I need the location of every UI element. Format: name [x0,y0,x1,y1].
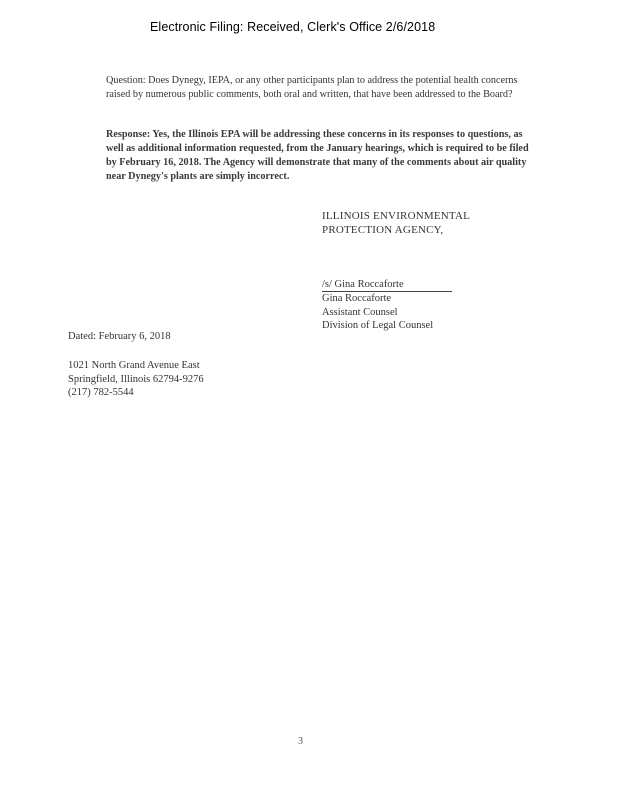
address-phone: (217) 782-5544 [68,387,134,398]
response-paragraph: Response: Yes, the Illinois EPA will be addressing these concerns in its responses to questions, as well as additional information requested, from the January hearings, which is required to be filed by February 16, 2018. The Agency will demonstrate that many of the comments about air quality near Dynegy's plants are simply incorrect. [106,129,529,182]
agency-name-line-1: ILLINOIS ENVIRONMENTAL [322,210,471,222]
mailing-address [68,359,204,400]
signature-line [322,278,452,292]
electronic-signature: /s/ Gina Roccaforte [322,279,452,292]
question-paragraph: Question: Does Dynegy, IEPA, or any other participants plan to address the potential health concerns raised by numerous public comments, both oral and written, that have been addressed to the Board? [106,75,518,100]
agency-name-line-2: PROTECTION AGENCY, [322,224,444,236]
signature-block [322,278,452,333]
signer-division: Division of Legal Counsel [322,320,434,331]
filing-stamp: Electronic Filing: Received, Clerk's Office 2/6/2018 [150,20,436,34]
page-number: 3 [298,736,303,747]
address-city: Springfield, Illinois 62794-9276 [68,373,204,385]
signer-title: Assistant Counsel [322,306,398,318]
signer-name: Gina Roccaforte [322,293,392,304]
date-line: Dated: February 6, 2018 [68,331,171,342]
address-street: 1021 North Grand Avenue East [68,360,200,371]
agency-name [322,209,470,237]
